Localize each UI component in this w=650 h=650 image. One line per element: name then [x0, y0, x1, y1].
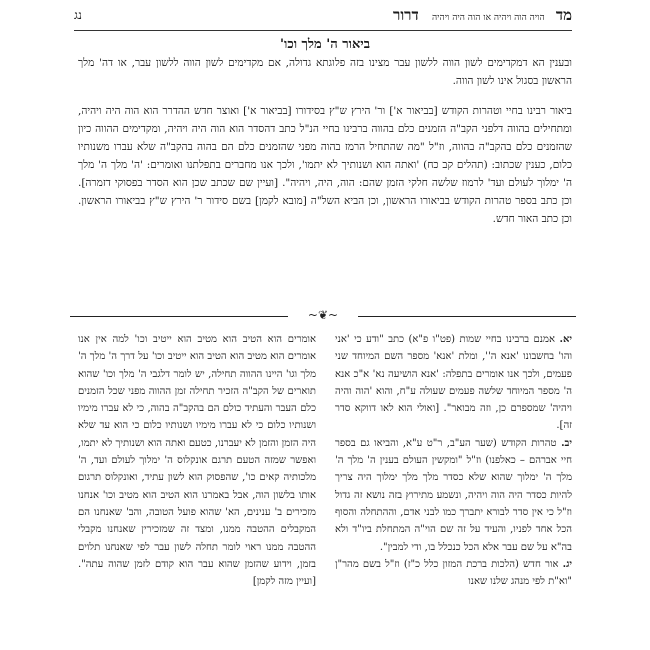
main-text — [78, 36, 572, 240]
footnote-text: טהרות הקודש (שער הע"ב, ר"ט ע"א, והביאו גם בספר חיי אברהם – כאלפנו) וז"ל "ומקשין העולם בענין ה' מלך ה' מלך ה' ימלוך שהוא שלא כסדר מלך מלך ימלוך היה צריך להיות כסדר היה הוה ויהיה, ונשמע מתירוץ בזה נושא זה גדול וז"ל כי אין סדר לבורא יתברך כמו לבני אדם, וההתחלה והסוף הכל אחד לפניו, והעיד על זה שם הוי"ה המתחלת ביו"ד ולא בה"א על שם עבר אלא הכל כנכלל בו, ודי למבין". — [335, 437, 572, 553]
body-paragraph: ביאור רבינו בחיי וטהרות הקודש [בביאור א'] ור' הירץ ש"ץ בסידורו [בביאור א'] ואוצר חדש ההדרר הוא הוה היה ויהיה, ומתחילים בהווה דלפני הקב"ה הזמנים כלם בהווה ברבינו בחיי הנ"ל כתב דהסדר הוא הוה היה ויהיה, ומקדימים ההווה כיון שהזמנים כלם בהקב"ה בהווה, וז"ל "מה שהתחיל הרמז בהוה מפני שהזמנים כלם הם בהוה בהקב"ה שלא עברו משנותיו כלום, כענין שכתוב: (תהלים קב כח) 'ואתה הוא ושנותיך לא יתמו', ולכך אנו מחברים בתפלתנו ואומרים: 'ה' מלך ה' מלך ה' ימלוך לעולם ועד' לרמוז שלשה חלקי הזמן שהם: הוה, היה, ויהיה". [ועיין שם שכתב שכן הוא הסדר בפסוקי דזמרה]. וכן כתב בספר טהרות הקודש בביאורו הראשון, וכן הביא השל"ה [מובא לקמן] בשם סידור ר' הירץ ש"ץ בביאורו הראשון. וכן כתב האור חדש. — [78, 105, 572, 225]
ornament-icon: ~❦~ — [307, 308, 339, 322]
section-title: ביאור ה' מלך וכו' — [280, 37, 370, 52]
footnote — [335, 331, 572, 435]
footnote-number: יב. — [561, 437, 572, 449]
divider-line-left — [70, 316, 288, 317]
header-title-group — [393, 6, 572, 25]
footnote-number: יג. — [562, 558, 572, 570]
header-rule — [74, 30, 572, 31]
footnote-text: אמנם ברבינו בחיי שמות (פט"ו פ"א) כתב "ודע כי 'אני והו' בחשבונו 'אנא ה'', ומלת 'אנא' מספר השם המיוחד שני פעמים, ולכך אנו אומרים בתפלה: 'אנא הושיעה נא' א"כ אנא ה' מספר המיוחד שלשה פעמים שעולה ע"ח, והוא 'הוה והיה ויהיה' שמספרם כן, וזה מבואר". [ואולי הוא לאו דווקא סדר זה]. — [335, 334, 572, 432]
footnote-number: יא. — [559, 334, 572, 345]
footnote-continuation: אומרים הוא הטיב הוא מטיב הוא ייטיב וכו' למה אין אנו אומרים הוא מטיב הוא הטיב הוא ייטיב וכו' על דרך ה' מלך ה' מלך וגו' היינו ההווה תחילה, יש לומר דלגבי ה' מלך וכו' שהוא תוארים של הקב"ה הזכיר תחילה זמן ההווה מפני שכל הזמנים כלם העבר והעתיד כולם הם בהקב"ה בהוה, כי לא עברו מימיו ושנותיו כלום כי לא עברו מימיו ושנותיו כלום כי הוא עד שלא היה הזמן והזמן לא יעברנו, כטעם ואתה הוא ושנותיך לא יתמו, ואפשר שמזה הטעם תרגם אונקלוס ה' ימלוך לעולם ועד, ה' מלכותיה קאים כו', שהפסוק הוא לשון עתיד, ואונקלוס תרגום אותו בלשון הוה, אבל באמרנו הוא הטיב הוא מטיב וכו' אנחנו מזכירים ב' ענינים, הא' שהוא פועל הטובה, והב' שאנחנו הם המקבלים ההטבה ממנו, ומצד זה שמזכירין שאנחנו מקבלי ההטבה ממנו ראוי לומר תחלה לשון עבר לפי שאנחנו תלוים בזמן, וידוע שהזמן שהוא עבר הוא קודם לזמן שהוה עתה". [ועיין מזה לקמן] — [78, 334, 316, 588]
footnote — [335, 556, 572, 591]
running-header — [74, 6, 572, 28]
header-subtitle: הויה הוה ויהיה או הוה היה ויהיה — [431, 13, 545, 23]
footnote — [335, 435, 572, 556]
footnote-column-right — [335, 331, 572, 590]
page-letter: מד — [555, 6, 572, 24]
divider-line-right — [358, 316, 576, 317]
running-title: דרור — [392, 6, 419, 24]
intro-paragraph: ובענין הא דמקדימים לשון הווה ללשון עבר מצינו בזה פלוגתא גדולה, אם מקדימים לשון הווה ללשון עבר, או דה' מלך הראשון בסגול אינו לשון הווה. — [78, 57, 572, 87]
section-divider — [70, 310, 576, 322]
page-number: נג — [74, 8, 82, 22]
footnote-column-left — [78, 331, 316, 590]
footnote-text: אור חדש (הלכות ברכת המזון כלל כ"ז) וז"ל בשם מהר"ן "וא"ת לפי מנהג שלנו שאנו — [335, 558, 572, 588]
